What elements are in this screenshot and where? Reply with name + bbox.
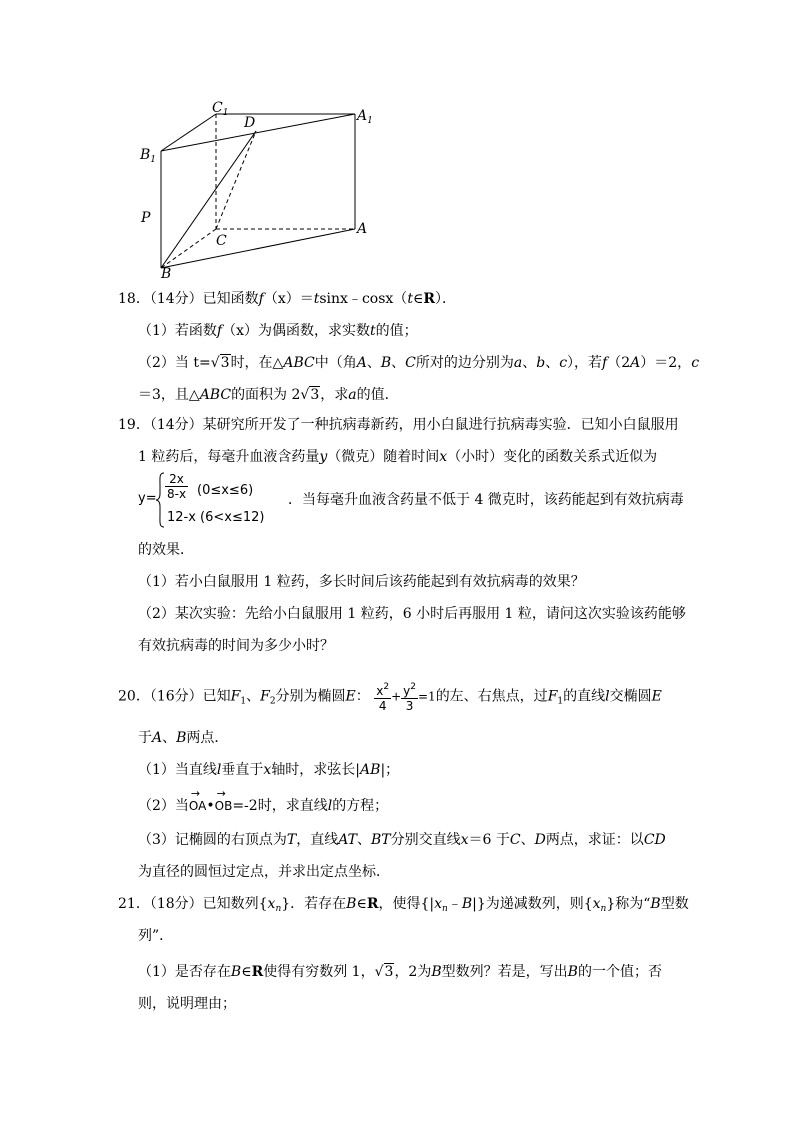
q21-stem-1: 21．（18分）已知数列$\{x_n\}$．若存在B∈R，使得$\{|x_n﹣B|\}$为递减数列，则$\{x_n\}$称为“B型数 xyxy=(118,896,689,914)
q20-part3-cont: 为直径的圆恒过定点，并求出定点坐标． xyxy=(138,864,390,880)
label-D: D xyxy=(244,115,256,131)
prism-figure xyxy=(130,95,390,285)
label-B: B xyxy=(161,266,172,282)
label-C: C xyxy=(216,233,227,249)
q18-part1: （1）若函数f（x）为偶函数，求实数t的值； xyxy=(138,323,418,339)
label-A1: $A_1$ xyxy=(357,108,373,126)
q19-stem-2: 1 粒药后，每毫升血液含药量y（微克）随着时间x（小时）变化的函数关系式近似为 xyxy=(138,449,658,465)
q20-part3: （3）记椭圆的右顶点为T，直线AT、BT分别交直线x＝6 于C、D两点，求证：以CD xyxy=(138,832,666,848)
q21-stem-2: 列”． xyxy=(138,928,174,944)
q18-part2-cont: ＝3，且△ABC的面积为 2√3，求a的值． xyxy=(138,387,399,403)
q20-part2: （2）当→ OA•→ OB=-2时，求直线l的方程； xyxy=(138,796,388,816)
q18-stem: 18．（14分）已知函数f（x）＝tsinx﹣cosx（t∈R）． xyxy=(118,291,456,307)
q21-part1: （1）是否存在B∈R使得有穷数列 1，√3，2为B型数列？若是，写出B的一个值；否 xyxy=(138,964,662,980)
q19-part2-cont: 有效抗病毒的时间为多少小时？ xyxy=(138,638,334,654)
q19-part1: （1）若小白鼠服用 1 粒药，多长时间后该药能起到有效抗病毒的效果？ xyxy=(138,574,585,590)
label-P: P xyxy=(141,210,151,226)
q21-part1-cont: 则，说明理由； xyxy=(138,996,236,1012)
label-C1: $C_1$ xyxy=(212,100,229,118)
q20-stem-2: 于A、B两点． xyxy=(138,730,229,746)
q18-part2: （2）当 t=√3时，在△ABC中（角A、B、C所对的边分别为a、b、c），若f（2A）＝2，c xyxy=(138,355,700,371)
q20-stem-1: 20．（16分）已知$F_1$、$F_2$分别为椭圆E： $\frac{x^2}{4}$ + $\frac{y^2}{3}$ =1的左、右焦点，过$F_1$的直线l交椭圆E xyxy=(118,682,662,713)
q19-stem-1: 19．（14分）某研究所开发了一种抗病毒新药，用小白鼠进行抗病毒实验．已知小白鼠服用 xyxy=(118,417,679,433)
label-B1: $B_1$ xyxy=(140,147,157,165)
label-A: A xyxy=(357,221,368,237)
q19-stem-3: ．当每毫升血液含药量不低于 4 微克时，该药能起到有效抗病毒 xyxy=(288,492,684,508)
q20-part1: （1）当直线l垂直于x轴时，求弦长|AB|； xyxy=(138,762,400,778)
q19-stem-4: 的效果． xyxy=(138,542,194,558)
q19-piecewise: y= $\frac{2x}{8-x}$ (0≤x≤6) 12-x (6<x≤12) xyxy=(138,472,265,525)
q19-part2: （2）某次实验：先给小白鼠服用 1 粒药，6 小时后再服用 1 粒，请问这次实验该药能够 xyxy=(138,606,686,622)
